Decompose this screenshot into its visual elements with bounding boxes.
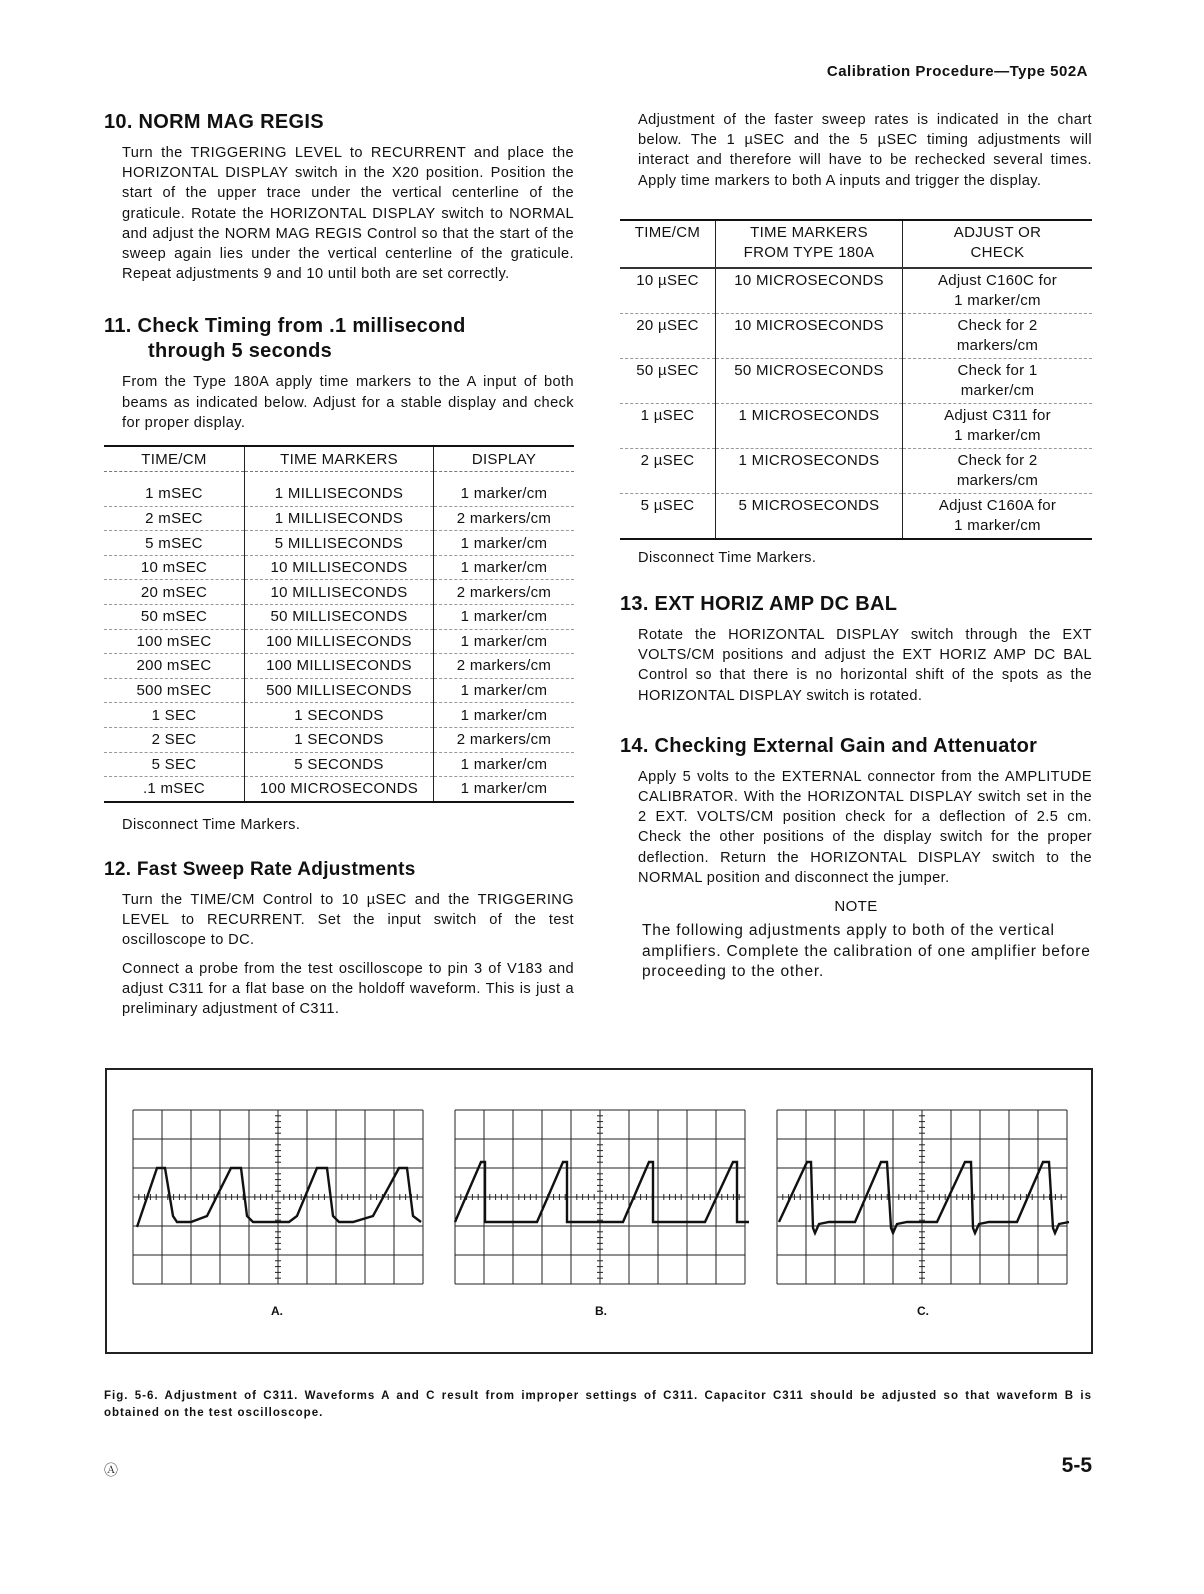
timing-cell-display: 2 markers/cm [434, 727, 575, 752]
timing-cell-display: 1 marker/cm [434, 703, 575, 728]
timing-cell-display: 1 marker/cm [434, 555, 575, 580]
timing-row [104, 629, 574, 654]
fast-cell-markers: 5 MICROSECONDS [716, 493, 903, 539]
running-header: Calibration Procedure—Type 502A [826, 63, 1088, 80]
waveform-b-graticule [451, 1106, 749, 1288]
fast-sweep-intro: Adjustment of the faster sweep rates is indicated in the chart below. The 1 µSEC and the 5 µSEC timing adjustments will interact and therefore will have to be rechecked several times. Apply time markers to both A inputs and trigger the display. [638, 112, 1092, 189]
label-c: C. [917, 1304, 929, 1318]
timing-row [104, 752, 574, 777]
timing-row [104, 605, 574, 630]
fast-header-time: TIME/CM [620, 220, 716, 268]
timing-cell-markers: 500 MILLISECONDS [245, 678, 434, 703]
section-12-body-2: Connect a probe from the test oscilloscope to pin 3 of V183 and adjust C311 for a flat base on the holdoff waveform. This is just a preliminary adjustment of C311. [122, 960, 574, 1017]
fast-cell-adjust-line2: markers/cm [956, 336, 1039, 354]
timing-cell-time: 5 mSEC [104, 531, 245, 556]
fast-cell-adjust [903, 403, 1093, 448]
waveform-a-graticule [129, 1106, 427, 1288]
timing-table [104, 445, 574, 803]
fast-cell-adjust [903, 448, 1093, 493]
timing-cell-display: 1 marker/cm [434, 605, 575, 630]
timing-cell-display: 2 markers/cm [434, 506, 575, 531]
section-11-heading-line1: 11. Check Timing from .1 millisecond [104, 315, 466, 338]
timing-cell-display: 1 marker/cm [434, 752, 575, 777]
timing-cell-display: 2 markers/cm [434, 654, 575, 679]
timing-cell-markers: 1 MILLISECONDS [245, 472, 434, 507]
note-heading: NOTE [834, 898, 878, 916]
fast-cell-markers: 1 MICROSECONDS [716, 448, 903, 493]
timing-cell-display: 1 marker/cm [434, 678, 575, 703]
timing-row [104, 678, 574, 703]
fast-cell-time: 50 µSEC [620, 358, 716, 403]
timing-cell-time: 20 mSEC [104, 580, 245, 605]
section-13-body: Rotate the HORIZONTAL DISPLAY switch through the EXT VOLTS/CM positions and adjust the EXT HORIZ AMP DC BAL Control so that there is no horizontal shift of the spots as the HORIZONTAL DISPLAY switch is rotated. [638, 627, 1092, 704]
fast-cell-adjust [903, 268, 1093, 314]
fast-cell-time: 10 µSEC [620, 268, 716, 314]
timing-cell-time: 50 mSEC [104, 605, 245, 630]
fast-cell-adjust-line1: Check for 2 [957, 451, 1038, 469]
section-14-heading: 14. Checking External Gain and Attenuator [620, 734, 1038, 757]
timing-cell-time: 100 mSEC [104, 629, 245, 654]
waveform-c-graticule [773, 1106, 1071, 1288]
section-11-heading [104, 314, 574, 364]
fast-disconnect: Disconnect Time Markers. [638, 549, 817, 566]
fast-header-adjust: ADJUST OR CHECK [903, 220, 1093, 268]
right-column [620, 110, 1092, 983]
fast-cell-adjust-line1: Adjust C160C for [937, 271, 1058, 289]
timing-cell-markers: 5 MILLISECONDS [245, 531, 434, 556]
timing-cell-display: 1 marker/cm [434, 777, 575, 802]
timing-row [104, 531, 574, 556]
timing-header-markers: TIME MARKERS [245, 446, 434, 472]
section-12-body-1: Turn the TIME/CM Control to 10 µSEC and the TRIGGERING LEVEL to RECURRENT. Set the input switch of the test oscilloscope to DC. [122, 891, 574, 949]
fast-header-markers: TIME MARKERS FROM TYPE 180A [716, 220, 903, 268]
timing-row [104, 472, 574, 507]
fast-cell-time: 5 µSEC [620, 493, 716, 539]
note-body: The following adjustments apply to both of the vertical amplifiers. Complete the calibration of one amplifier before proceeding to the other. [642, 922, 1091, 981]
section-13-heading: 13. EXT HORIZ AMP DC BAL [620, 593, 898, 616]
fast-sweep-row [620, 403, 1092, 448]
fast-cell-markers: 1 MICROSECONDS [716, 403, 903, 448]
timing-cell-time: 1 mSEC [104, 472, 245, 507]
fast-cell-markers: 10 MICROSECONDS [716, 313, 903, 358]
timing-cell-markers: 100 MILLISECONDS [245, 654, 434, 679]
fast-cell-markers: 50 MICROSECONDS [716, 358, 903, 403]
fast-cell-adjust-line2: 1 marker/cm [954, 426, 1041, 444]
fast-cell-adjust-line2: markers/cm [956, 471, 1039, 489]
timing-cell-display: 1 marker/cm [434, 531, 575, 556]
fast-cell-adjust-line2: 1 marker/cm [954, 516, 1041, 534]
timing-cell-markers: 5 SECONDS [245, 752, 434, 777]
timing-header-time: TIME/CM [104, 446, 245, 472]
timing-cell-markers: 1 SECONDS [245, 703, 434, 728]
page-number: 5-5 [1061, 1454, 1092, 1477]
fast-cell-adjust-line2: marker/cm [960, 381, 1035, 399]
timing-cell-time: 500 mSEC [104, 678, 245, 703]
fast-cell-time: 1 µSEC [620, 403, 716, 448]
timing-row [104, 727, 574, 752]
timing-cell-time: 5 SEC [104, 752, 245, 777]
timing-row [104, 703, 574, 728]
waveform-b-trace [455, 1162, 749, 1222]
fast-sweep-table [620, 219, 1092, 540]
timing-cell-markers: 50 MILLISECONDS [245, 605, 434, 630]
fast-cell-adjust-line1: Adjust C160A for [938, 496, 1057, 514]
fast-cell-adjust-line1: Adjust C311 for [944, 406, 1051, 424]
figure-5-6 [105, 1068, 1093, 1354]
timing-row [104, 777, 574, 802]
footer-mark: Ⓐ [104, 1462, 118, 1478]
timing-cell-display: 2 markers/cm [434, 580, 575, 605]
timing-cell-markers: 1 MILLISECONDS [245, 506, 434, 531]
timing-cell-markers: 100 MICROSECONDS [245, 777, 434, 802]
left-column [104, 110, 574, 1019]
fast-cell-adjust-line2: 1 marker/cm [954, 291, 1041, 309]
fast-cell-adjust [903, 313, 1093, 358]
timing-row [104, 580, 574, 605]
fast-cell-adjust [903, 493, 1093, 539]
timing-cell-display: 1 marker/cm [434, 629, 575, 654]
section-10-heading: 10. NORM MAG REGIS [104, 111, 324, 133]
label-b: B. [595, 1304, 607, 1318]
fast-cell-adjust-line1: Check for 1 [957, 361, 1038, 379]
timing-row [104, 506, 574, 531]
section-14-body: Apply 5 volts to the EXTERNAL connector from the AMPLITUDE CALIBRATOR. With the HORIZONTAL DISPLAY switch set in the 2 EXT. VOLTS/CM position check for a deflection of 2.5 cm. Check the other positions of the display switch for the proper deflection. Return the HORIZONTAL DISPLAY switch to the NORMAL position and disconnect the jumper. [638, 768, 1092, 886]
fast-sweep-row [620, 358, 1092, 403]
timing-cell-time: 200 mSEC [104, 654, 245, 679]
label-a: A. [271, 1304, 283, 1318]
fast-cell-time: 2 µSEC [620, 448, 716, 493]
timing-cell-markers: 1 SECONDS [245, 727, 434, 752]
timing-header-display: DISPLAY [434, 446, 575, 472]
figure-caption: Fig. 5-6. Adjustment of C311. Waveforms A and C result from improper settings of C311. Capacitor C311 should be adjusted so that waveform B is obtained on the test oscilloscope. [104, 1390, 1092, 1419]
timing-cell-display: 1 marker/cm [434, 472, 575, 507]
fast-sweep-row [620, 268, 1092, 314]
timing-cell-time: .1 mSEC [104, 777, 245, 802]
timing-cell-time: 2 SEC [104, 727, 245, 752]
fast-sweep-row [620, 448, 1092, 493]
fast-cell-adjust-line1: Check for 2 [957, 316, 1038, 334]
section-11-body: From the Type 180A apply time markers to the A input of both beams as indicated below. Adjust for a stable display and check for proper display. [122, 374, 574, 431]
section-12-heading: 12. Fast Sweep Rate Adjustments [104, 858, 416, 880]
section-11-disconnect: Disconnect Time Markers. [122, 816, 301, 833]
fast-sweep-row [620, 493, 1092, 539]
fast-cell-time: 20 µSEC [620, 313, 716, 358]
fast-cell-markers: 10 MICROSECONDS [716, 268, 903, 314]
section-10-body: Turn the TRIGGERING LEVEL to RECURRENT and place the HORIZONTAL DISPLAY switch in the X20 position. Position the start of the upper trace under the vertical centerline of the graticule. Rotate the HORIZONTAL DISPLAY switch to NORMAL and adjust the NORM MAG REGIS Control so that the start of the sweep again lies under the vertical centerline of the graticule. Repeat adjustments 9 and 10 until both are set correctly. [122, 145, 574, 283]
timing-cell-markers: 10 MILLISECONDS [245, 580, 434, 605]
timing-cell-markers: 100 MILLISECONDS [245, 629, 434, 654]
timing-cell-time: 1 SEC [104, 703, 245, 728]
timing-cell-time: 2 mSEC [104, 506, 245, 531]
timing-table-body [104, 472, 574, 802]
timing-row [104, 654, 574, 679]
fast-sweep-row [620, 313, 1092, 358]
timing-row [104, 555, 574, 580]
fast-cell-adjust [903, 358, 1093, 403]
section-11-heading-line2: through 5 seconds [148, 340, 333, 363]
timing-cell-time: 10 mSEC [104, 555, 245, 580]
timing-cell-markers: 10 MILLISECONDS [245, 555, 434, 580]
fast-sweep-table-body [620, 268, 1092, 539]
